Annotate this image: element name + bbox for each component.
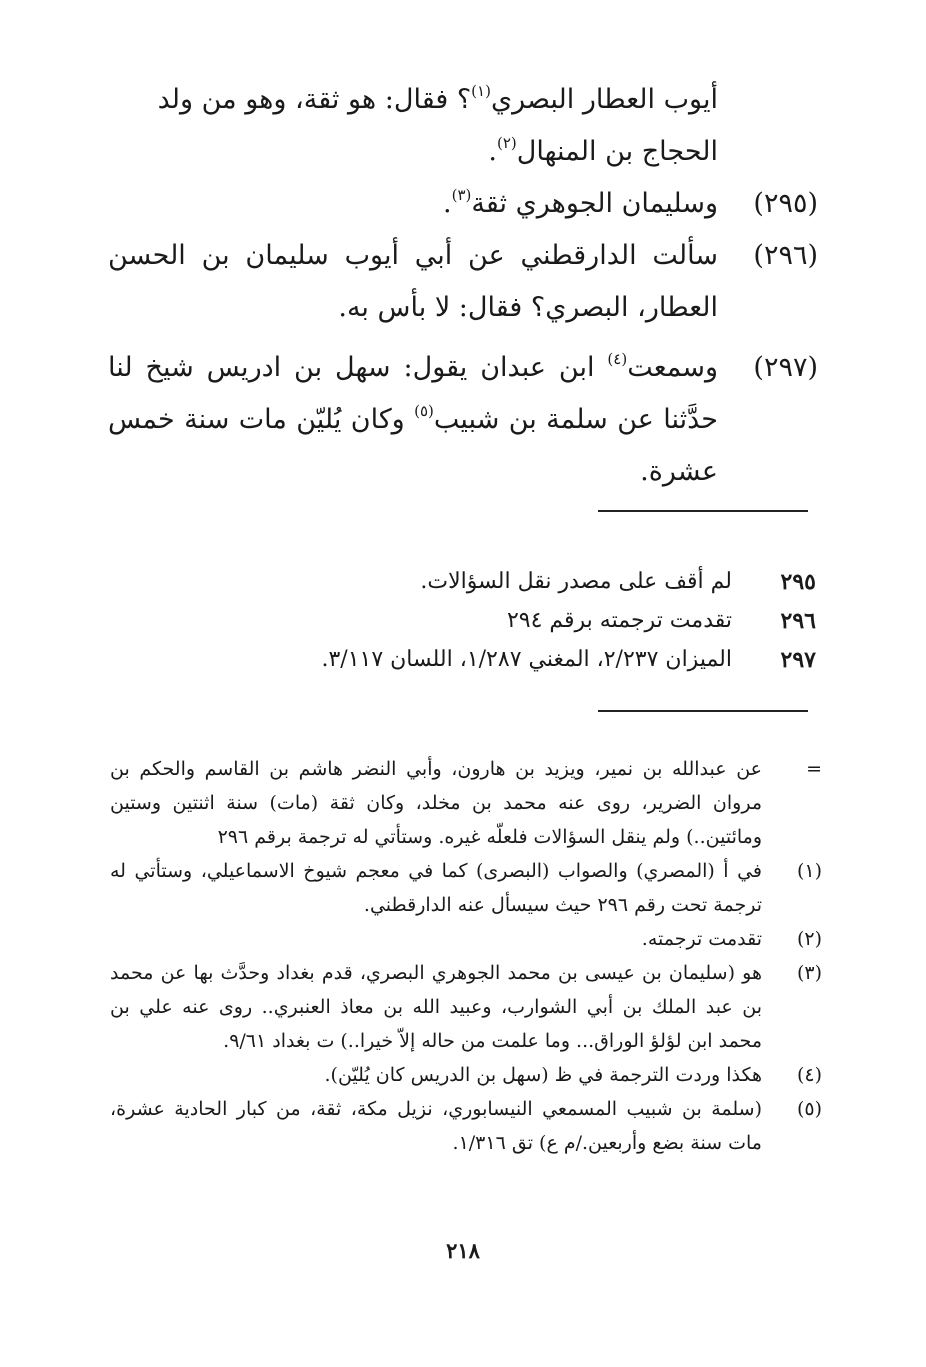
entry-297-text-2: ابن عبدان يقول: سهل بن ادريس شيخ لنا حدَّثنا عن سلمة بن شبيب (108, 352, 718, 435)
footnote-number: (٤) (796, 1064, 822, 1086)
entry-297-text-3: وكان يُليّن مات سنة خمس عشرة. (108, 404, 718, 487)
footnote-text: هكذا وردت الترجمة في ظ (سهل بن الدريس كان يُليّن). (324, 1064, 762, 1086)
entry-295-end: . (443, 188, 452, 219)
entry-295-text: وسليمان الجوهري ثقة (471, 188, 718, 219)
footnote-number: = (806, 758, 822, 780)
entry-295 (108, 178, 818, 230)
footnote-text: عن عبدالله بن نمير، ويزيد بن هارون، وأبي النضر هاشم بن القاسم والحكم بن مروان الضرير، روى عنه محمد بن مخلد، وكان ثقة (مات) سنة اثنتين وستين ومائتين..) ولم ينقل السؤالات فلعلّه غيره. وستأتي له ترجمة برقم ٢٩٦ (110, 758, 762, 848)
footnote-ref-4: (٤) (607, 350, 628, 368)
source-number: ٢٩٧ (780, 647, 816, 673)
sources-list (250, 562, 816, 679)
source-row (250, 562, 816, 601)
footnote-item (110, 854, 822, 922)
footnote-text: (سلمة بن شبيب المسمعي النيسابوري، نزيل مكة، ثقة، من كبار الحادية عشرة، مات سنة بضع وأربعين./م ع) تق ١/٣١٦. (110, 1098, 762, 1154)
footnote-ref-5: (٥) (414, 402, 434, 420)
source-row (250, 640, 816, 679)
source-text: لم أقف على مصدر نقل السؤالات. (420, 569, 732, 594)
intro-text-1b: ؟ فقال: هو ثقة، وهو من ولد (157, 84, 472, 115)
footnote-ref-3: (٣) (451, 186, 472, 204)
entry-number: (٢٩٧) (753, 352, 818, 383)
separator-rule (598, 510, 808, 512)
footnote-item (110, 1092, 822, 1160)
intro-text-1: أيوب العطار البصري (490, 84, 718, 115)
entry-continuation-text (108, 74, 718, 178)
intro-text-2-end: . (488, 136, 497, 167)
entry-text (108, 178, 718, 230)
separator-rule (598, 710, 808, 712)
footnote-ref-1: (١) (471, 82, 491, 100)
footnote-item (110, 956, 822, 1058)
entry-continuation (108, 74, 818, 178)
source-number: ٢٩٥ (780, 569, 816, 595)
entry-296-text: سألت الدارقطني عن أبي أيوب سليمان بن الحسن العطار، البصري؟ فقال: لا بأس به. (108, 240, 718, 323)
footnote-text: هو (سليمان بن عيسى بن محمد الجوهري البصري، قدم بغداد وحدَّث بها عن محمد بن عبد الملك بن أبي الشوارب، وعبيد الله بن معاذ العنبري.. روى عنه علي بن محمد ابن لؤلؤ الوراق... وما علمت من حاله إلاّ خيرا..) ت بغداد ٩/٦١. (110, 962, 762, 1052)
page-number: ٢١٨ (446, 1238, 480, 1263)
entry-297-text-1: وسمعت (627, 352, 718, 383)
source-text: الميزان ٢/٢٣٧، المغني ١/٢٨٧، اللسان ٣/١١٧. (321, 647, 732, 672)
footnote-number: (١) (796, 860, 822, 882)
footnote-text: تقدمت ترجمته. (641, 928, 762, 950)
entry-number: (٢٩٥) (753, 188, 818, 219)
source-row (250, 601, 816, 640)
footnote-ref-2: (٢) (496, 134, 517, 152)
footnote-item (110, 922, 822, 956)
footnote-item (110, 1058, 822, 1092)
footnote-number: (٣) (796, 962, 822, 984)
footnote-number: (٥) (796, 1098, 822, 1120)
entry-297 (108, 342, 818, 498)
source-number: ٢٩٦ (780, 608, 816, 634)
footnotes (110, 752, 822, 1160)
source-text: تقدمت ترجمته برقم ٢٩٤ (506, 608, 732, 633)
footnote-item (110, 752, 822, 854)
intro-text-2: الحجاج بن المنهال (516, 136, 718, 167)
entry-296 (108, 230, 818, 334)
entry-text (108, 342, 718, 498)
main-text (108, 74, 818, 498)
footnote-text: في أ (المصري) والصواب (البصرى) كما في معجم شيوخ الاسماعيلي، وستأتي له ترجمة تحت رقم ٢٩٦ حيث سيسأل عنه الدارقطني. (110, 860, 762, 916)
entry-number: (٢٩٦) (753, 240, 818, 271)
footnote-number: (٢) (796, 928, 822, 950)
